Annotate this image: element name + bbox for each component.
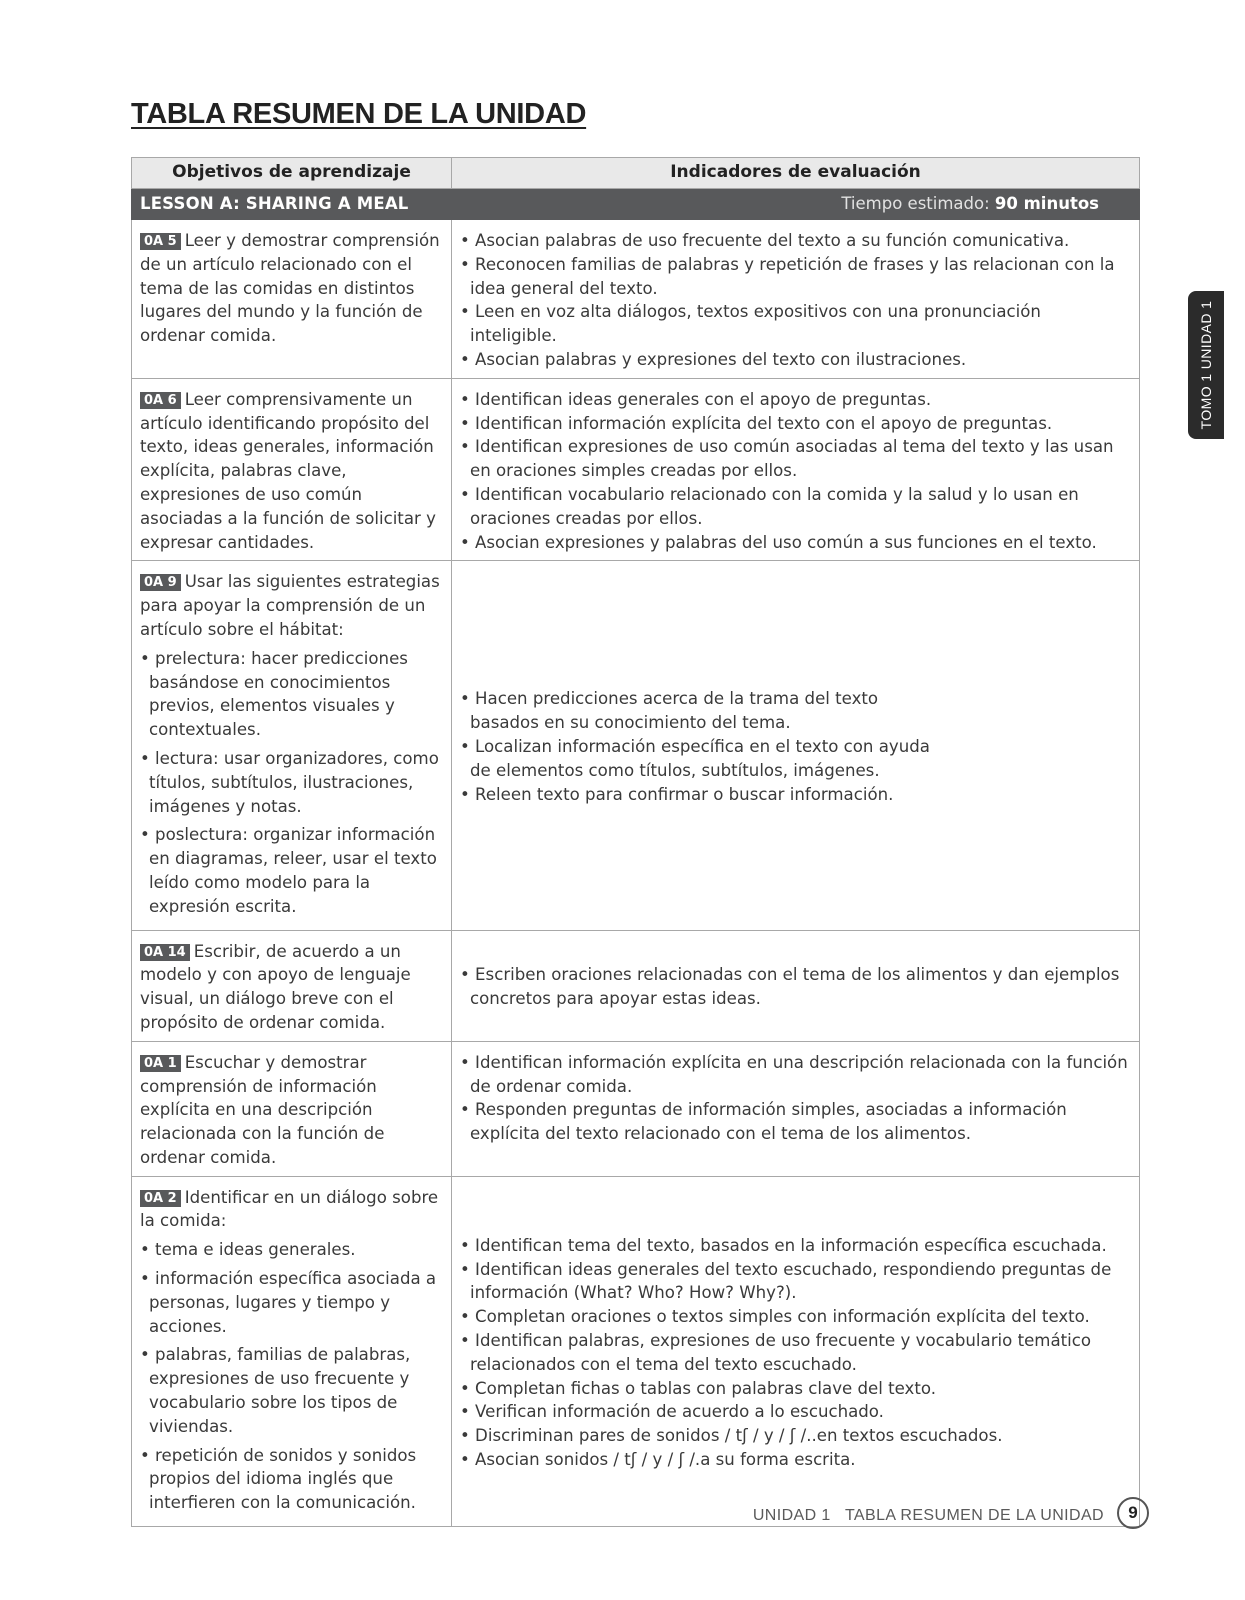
table-row bbox=[132, 1176, 1140, 1526]
objective-text: Leer comprensivamente un artículo identificando propósito del texto, ideas generales, información explícita, palabras clave, expresiones de uso común asociadas a la función de solicitar y expresar cantidades. bbox=[140, 389, 436, 552]
oa-badge: 0A 2 bbox=[140, 1190, 181, 1207]
indicator-item: • Identifican palabras, expresiones de uso frecuente y vocabulario temático relacionados con el tema del texto escuchado. bbox=[460, 1331, 1092, 1374]
objective-subitem: • tema e ideas generales. bbox=[140, 1240, 356, 1260]
indicator-list bbox=[460, 963, 1131, 1011]
indicators-cell bbox=[452, 220, 1140, 379]
indicator-item: • Releen texto para confirmar o buscar información. bbox=[460, 784, 894, 804]
indicator-item: • Verifican información de acuerdo a lo escuchado. bbox=[460, 1402, 884, 1422]
indicator-item: • Responden preguntas de información simples, asociadas a información explícita del texto relacionado con el tema de los alimentos. bbox=[460, 1100, 1067, 1144]
oa-badge: 0A 1 bbox=[140, 1055, 181, 1072]
page-title: TABLA RESUMEN DE LA UNIDAD bbox=[131, 98, 587, 130]
indicator-item: • Identifican tema del texto, basados en la información específica escuchada. bbox=[460, 1235, 1107, 1255]
indicator-item: • Identifican ideas generales del texto escuchado, respondiendo preguntas de información (What? Who? How? Why?). bbox=[460, 1259, 1112, 1303]
indicator-item: • Asocian palabras de uso frecuente del texto a su función comunicativa. bbox=[460, 231, 1070, 250]
oa-badge: 0A 14 bbox=[140, 944, 190, 961]
objective-text: Escribir, de acuerdo a un modelo y con apoyo de lenguaje visual, un diálogo breve con el propósito de ordenar comida. bbox=[140, 941, 411, 1032]
indicator-list bbox=[460, 388, 1131, 555]
indicator-item: • Completan oraciones o textos simples con información explícita del texto. bbox=[460, 1307, 1090, 1327]
indicator-item: • Asocian expresiones y palabras del uso común a sus funciones en el texto. bbox=[460, 532, 1097, 552]
objective-subitem: • repetición de sonidos y sonidos propios del idioma inglés que interfieren con la comunicación. bbox=[140, 1445, 417, 1513]
objective-subitem: • información específica asociada a personas, lugares y tiempo y acciones. bbox=[140, 1269, 437, 1336]
lesson-cell bbox=[132, 189, 1140, 220]
objective-cell bbox=[132, 1176, 452, 1526]
indicator-item: • Completan fichas o tablas con palabras clave del texto. bbox=[460, 1378, 937, 1398]
objective-sublist bbox=[140, 647, 443, 919]
lesson-name: LESSON A: SHARING A MEAL bbox=[140, 194, 409, 214]
objective-sublist bbox=[140, 1238, 443, 1515]
objective-subitem: • poslectura: organizar información en diagramas, releer, usar el texto leído como modelo para la expresión escrita. bbox=[140, 825, 437, 916]
indicators-cell bbox=[452, 1041, 1140, 1176]
side-tab bbox=[1188, 291, 1224, 439]
table-row bbox=[132, 1041, 1140, 1176]
objective-cell bbox=[132, 1041, 452, 1176]
indicators-cell bbox=[452, 1176, 1140, 1526]
indicators-header: Indicadores de evaluación bbox=[452, 158, 1140, 189]
lesson-time bbox=[841, 192, 1099, 216]
indicator-item: • Identifican información explícita en una descripción relacionada con la función de ordenar comida. bbox=[460, 1052, 1128, 1096]
indicator-item: • Identifican expresiones de uso común asociadas al tema del texto y las usan en oraciones simples creadas por ellos. bbox=[460, 437, 1114, 481]
footer-label: UNIDAD 1 TABLA RESUMEN DE LA UNIDAD bbox=[752, 1507, 1104, 1524]
oa-badge: 0A 6 bbox=[140, 392, 181, 409]
indicator-item: • Discriminan pares de sonidos / tʃ / y / ʃ /..en textos escuchados. bbox=[460, 1426, 1003, 1446]
objective-text: Identificar en un diálogo sobre la comida: bbox=[140, 1187, 439, 1231]
indicator-list bbox=[460, 1051, 1131, 1146]
objective-text: Escuchar y demostrar comprensión de información explícita en una descripción relacionada con la función de ordenar comida. bbox=[140, 1052, 385, 1167]
indicator-item: • Reconocen familias de palabras y repetición de frases y las relacionan con la idea general del texto. bbox=[460, 254, 1115, 298]
lesson-row bbox=[132, 189, 1140, 220]
indicator-item: • Leen en voz alta diálogos, textos expositivos con una pronunciación inteligible. bbox=[460, 302, 1041, 346]
indicator-item: • Asocian sonidos / tʃ / y / ʃ /.a su forma escrita. bbox=[460, 1450, 856, 1470]
objective-text: Usar las siguientes estrategias para apoyar la comprensión de un artículo sobre el hábitat: bbox=[140, 572, 440, 639]
table-row bbox=[132, 930, 1140, 1041]
indicator-item: • Hacen predicciones acerca de la trama del texto basados en su conocimiento del tema. bbox=[460, 689, 879, 733]
indicators-cell bbox=[452, 930, 1140, 1041]
objective-subitem: • prelectura: hacer predicciones basándose en conocimientos previos, elementos visuales y contextuales. bbox=[140, 648, 408, 740]
indicator-item: • Escriben oraciones relacionadas con el tema de los alimentos y dan ejemplos concretos para apoyar estas ideas. bbox=[460, 965, 1120, 1009]
table-row bbox=[132, 561, 1140, 930]
indicator-item: • Identifican ideas generales con el apoyo de preguntas. bbox=[460, 389, 932, 409]
objectives-header: Objetivos de aprendizaje bbox=[132, 158, 452, 189]
page-number: 9 bbox=[1117, 1497, 1149, 1529]
time-label: Tiempo estimado: bbox=[841, 194, 995, 214]
table-row bbox=[132, 378, 1140, 561]
objective-cell bbox=[132, 378, 452, 561]
oa-badge: 0A 5 bbox=[140, 233, 181, 250]
objective-cell bbox=[132, 220, 452, 379]
indicator-list bbox=[460, 229, 1131, 372]
oa-badge: 0A 9 bbox=[140, 574, 181, 591]
indicators-cell bbox=[452, 378, 1140, 561]
objective-subitem: • lectura: usar organizadores, como títulos, subtítulos, ilustraciones, imágenes y notas. bbox=[140, 748, 439, 816]
indicator-item: • Identifican vocabulario relacionado con la comida y la salud y lo usan en oraciones creadas por ellos. bbox=[460, 484, 1079, 528]
indicator-item: • Identifican información explícita del texto con el apoyo de preguntas. bbox=[460, 413, 1053, 433]
objective-text: Leer y demostrar comprensión de un artículo relacionado con el tema de las comidas en distintos lugares del mundo y la función de ordenar comida. bbox=[140, 231, 440, 346]
objective-cell bbox=[132, 561, 452, 930]
objective-cell bbox=[132, 930, 452, 1041]
table-header-row bbox=[132, 158, 1140, 189]
time-value: 90 minutos bbox=[994, 194, 1099, 214]
table-row bbox=[132, 220, 1140, 379]
side-tab-label: TOMO 1 UNIDAD 1 bbox=[1198, 300, 1214, 430]
indicator-list bbox=[460, 1234, 1131, 1472]
indicators-cell bbox=[452, 561, 1140, 930]
indicator-list bbox=[460, 687, 930, 806]
summary-table bbox=[131, 157, 1140, 1527]
objective-subitem: • palabras, familias de palabras, expresiones de uso frecuente y vocabulario sobre los tipos de viviendas. bbox=[140, 1345, 411, 1436]
indicator-item: • Asocian palabras y expresiones del texto con ilustraciones. bbox=[460, 349, 967, 369]
indicator-item: • Localizan información específica en el texto con ayuda de elementos como títulos, subtítulos, imágenes. bbox=[460, 737, 930, 780]
